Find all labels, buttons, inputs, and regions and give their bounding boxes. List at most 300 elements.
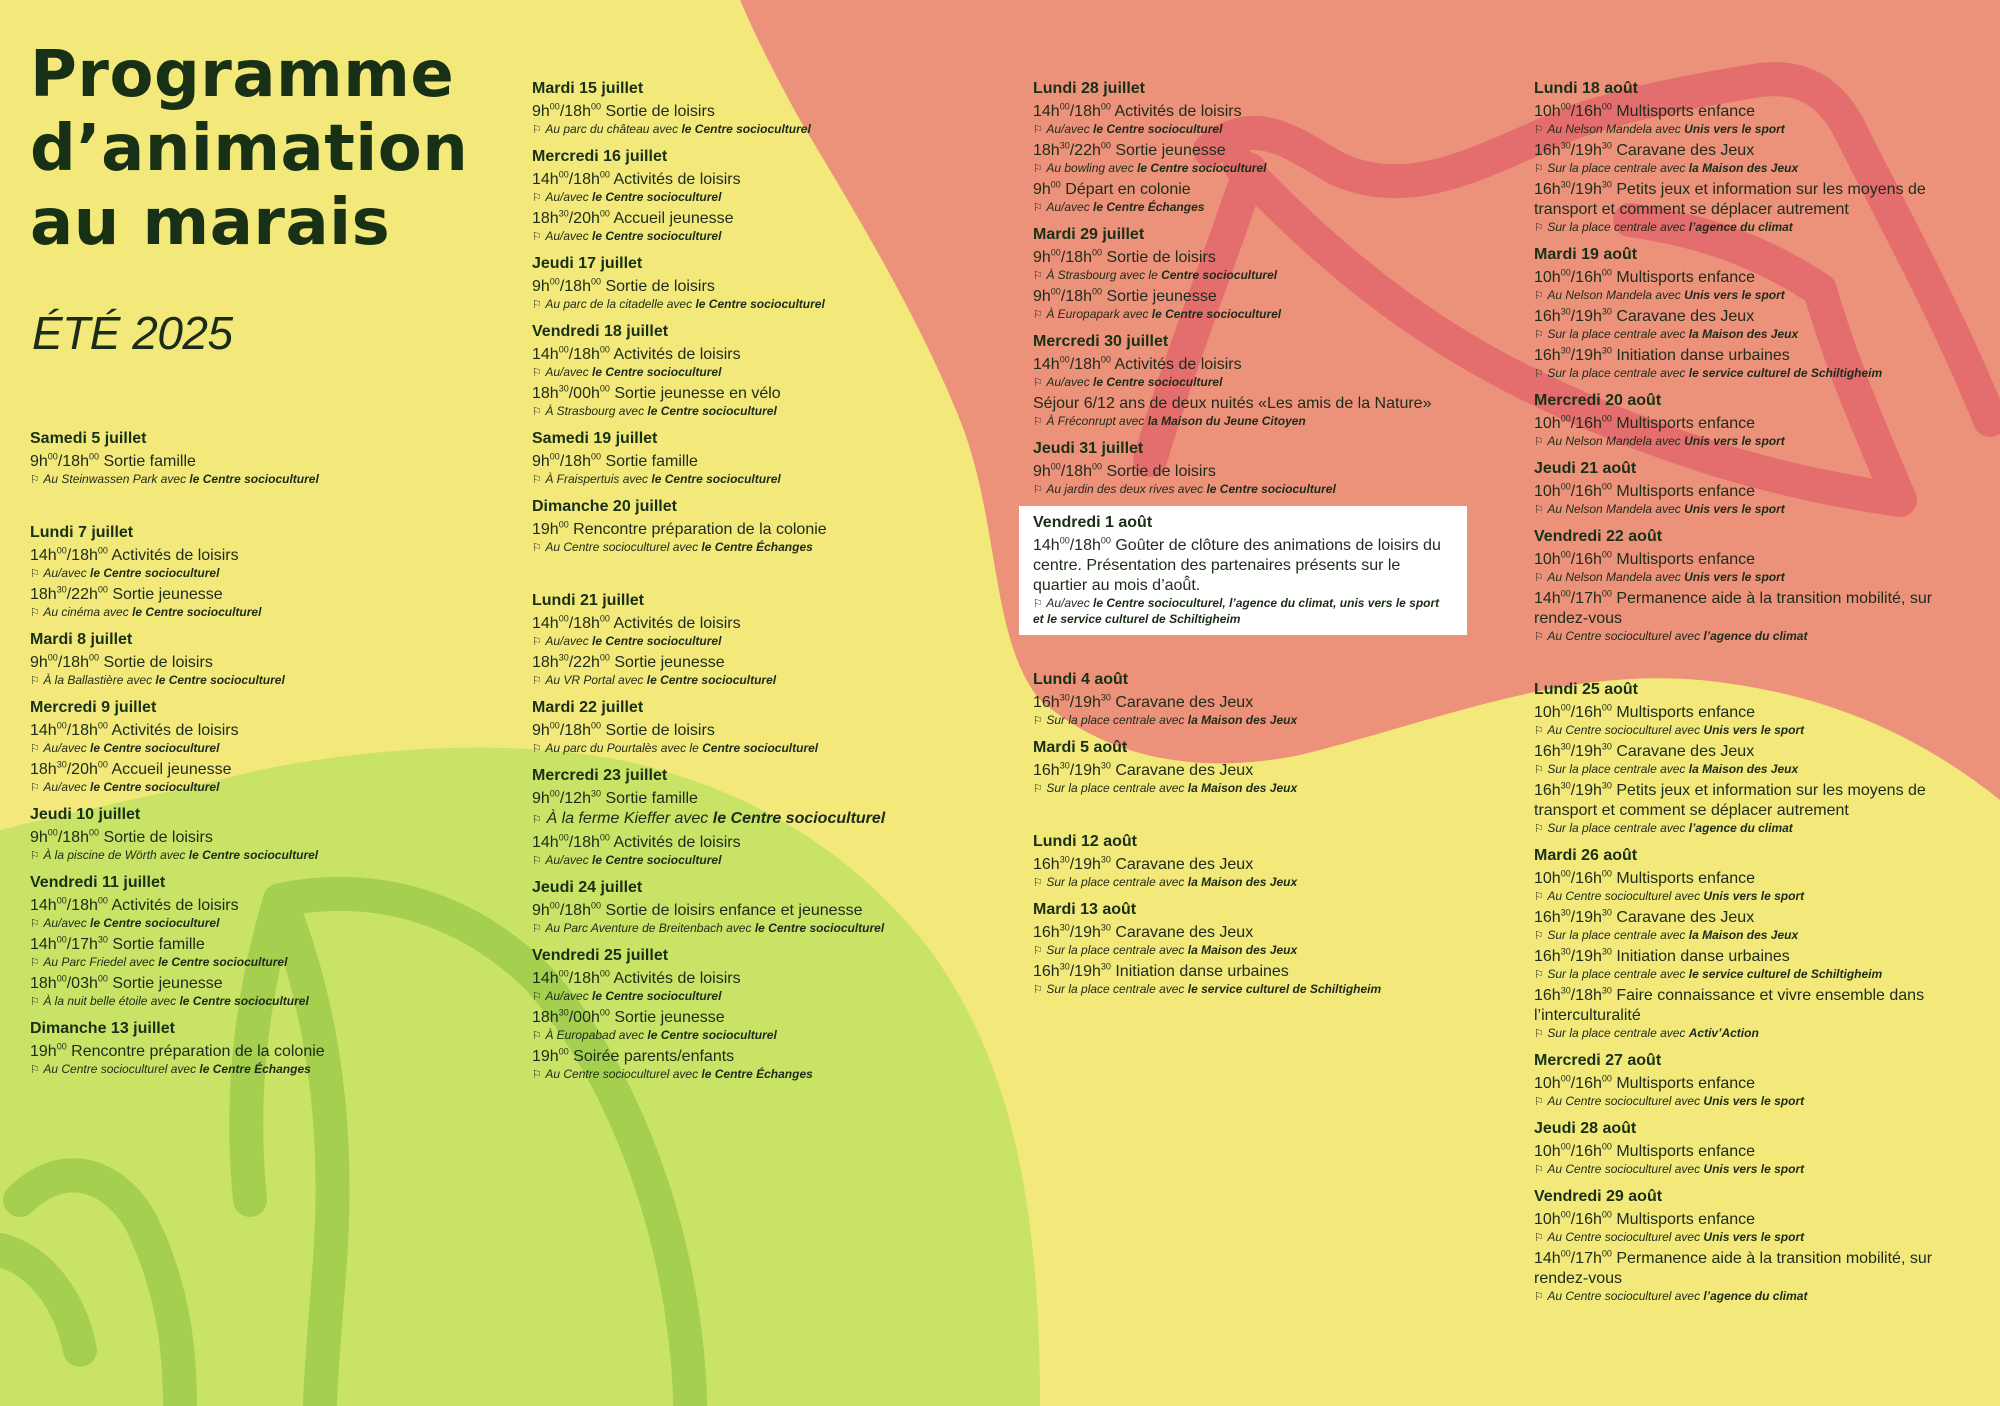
event — [1033, 394, 1473, 430]
event-description — [1534, 268, 1974, 288]
day-heading: Mercredi 9 juillet — [30, 699, 157, 716]
day-heading: Samedi 19 juillet — [532, 430, 658, 447]
day-block — [532, 428, 992, 488]
event-organizer: le service culturel de Schiltigheim — [1688, 967, 1883, 981]
day-heading: Lundi 21 juillet — [532, 592, 645, 609]
event-title: Multisports enfance — [1616, 103, 1756, 120]
event-title: Sortie de loisirs — [1106, 463, 1216, 480]
flag-icon: ⚐ — [1534, 1291, 1544, 1303]
day-heading: Lundi 4 août — [1033, 671, 1129, 688]
event-title: Activités de loisirs — [111, 722, 239, 739]
event-place: Au Centre socioculturel avec — [43, 1062, 200, 1076]
flag-icon: ⚐ — [1033, 377, 1043, 389]
event-title: Caravane des Jeux — [1115, 762, 1254, 779]
day-heading: Dimanche 13 juillet — [30, 1020, 175, 1037]
event-time: $14h^{00}/18h^{00}$ — [1033, 535, 1111, 554]
event-organizer: l’agence du climat — [1703, 629, 1808, 643]
flag-icon: ⚐ — [1534, 725, 1544, 737]
event-time: $14h^{00}/18h^{00}$ — [532, 169, 610, 188]
event — [532, 345, 992, 381]
event-title: Activités de loisirs — [1114, 103, 1242, 120]
event — [532, 969, 992, 1005]
event-place: Au Nelson Mandela avec — [1547, 434, 1685, 448]
event — [30, 974, 480, 1010]
event-organizer: Unis vers le sport — [1684, 122, 1785, 136]
day-block — [1033, 224, 1473, 323]
event-title: Activités de loisirs — [613, 834, 741, 851]
event-place: Au Nelson Mandela avec — [1547, 122, 1685, 136]
event-organizer: Unis vers le sport — [1703, 1230, 1805, 1244]
event-organizer: la Maison du Jeune Citoyen — [1147, 414, 1306, 428]
day-heading: Mardi 15 juillet — [532, 80, 644, 97]
event — [1033, 287, 1473, 323]
day-block — [532, 496, 992, 556]
page-title — [30, 38, 468, 260]
flag-icon: ⚐ — [532, 814, 542, 826]
event — [1534, 1074, 1974, 1110]
event-title: Activités de loisirs — [613, 615, 741, 632]
event — [532, 653, 992, 689]
event-description — [1534, 482, 1974, 502]
event-place: Au/avec — [43, 566, 91, 580]
event-title: Caravane des Jeux — [1616, 743, 1755, 760]
day-heading: Mercredi 23 juillet — [532, 767, 668, 784]
event — [532, 614, 992, 650]
event — [30, 760, 480, 796]
event-organizer: Unis vers le sport — [1703, 1162, 1805, 1176]
event-description — [532, 520, 992, 540]
event-description — [532, 345, 992, 365]
day-heading: Mardi 22 juillet — [532, 699, 644, 716]
event-organizer: le Centre socioculturel — [647, 404, 777, 418]
day-block — [1033, 331, 1473, 430]
event — [1033, 761, 1473, 797]
event-location — [532, 472, 992, 488]
event-title: Caravane des Jeux — [1616, 142, 1755, 159]
event-location — [532, 229, 992, 245]
event-time: $18h^{00}/03h^{00}$ — [30, 973, 108, 992]
flag-icon: ⚐ — [30, 568, 40, 580]
event-organizer: le Centre socioculturel — [681, 122, 811, 136]
event — [1534, 268, 1974, 304]
flag-icon: ⚐ — [532, 124, 542, 136]
day-block — [30, 629, 480, 689]
event-location — [532, 404, 992, 420]
event-title: Sortie de loisirs — [605, 278, 715, 295]
event-time: $14h^{00}/17h^{00}$ — [1534, 588, 1612, 607]
event-organizer: le Centre socioculturel — [155, 673, 285, 687]
event-description — [1534, 1142, 1974, 1162]
event-location — [1033, 781, 1473, 797]
event-time: $16h^{30}/19h^{30}$ — [1534, 741, 1612, 760]
event — [30, 1042, 480, 1078]
event-organizer: la Maison des Jeux — [1688, 928, 1799, 942]
flag-icon: ⚐ — [30, 607, 40, 619]
event-organizer: le Centre socioculturel — [647, 1028, 777, 1042]
day-block — [532, 877, 992, 937]
event — [532, 452, 992, 488]
day-block — [1033, 438, 1473, 498]
event-description — [1534, 141, 1974, 161]
event-place: Au/avec — [545, 634, 593, 648]
event-description — [1534, 1249, 1974, 1289]
day-block — [532, 945, 992, 1083]
event-title: Multisports enfance — [1616, 1143, 1756, 1160]
event — [1534, 550, 1974, 586]
event-title: Accueil jeunesse — [613, 210, 734, 227]
event-location — [30, 605, 480, 621]
event-location — [1534, 1026, 1974, 1042]
flag-icon: ⚐ — [1534, 124, 1544, 136]
day-block — [1534, 390, 1974, 450]
event-place: Sur la place centrale avec — [1547, 327, 1689, 341]
day-heading: Jeudi 28 août — [1534, 1120, 1637, 1137]
event-title: Départ en colonie — [1065, 181, 1191, 198]
event-title: Sortie de loisirs — [1106, 249, 1216, 266]
event-description — [1534, 742, 1974, 762]
event-organizer: la Maison des Jeux — [1187, 781, 1298, 795]
event-time: $18h^{30}/00h^{00}$ — [532, 383, 610, 402]
day-heading: Lundi 12 août — [1033, 833, 1137, 850]
event-organizer: le Centre socioculturel — [90, 780, 220, 794]
event-time: $14h^{00}/18h^{00}$ — [532, 344, 610, 363]
event-place: Sur la place centrale avec — [1046, 982, 1188, 996]
event-organizer: le Centre socioculturel — [188, 848, 319, 862]
event-place: Au/avec — [545, 365, 593, 379]
event-organizer: Unis vers le sport — [1684, 502, 1785, 516]
title-line: d’animation — [30, 112, 469, 186]
event-description — [532, 1047, 992, 1067]
flag-icon: ⚐ — [1033, 984, 1043, 996]
event-place: Au parc de la citadelle avec — [545, 297, 696, 311]
event-place: Au jardin des deux rives avec — [1046, 482, 1207, 496]
event-description — [532, 614, 992, 634]
event-organizer: la Maison des Jeux — [1688, 762, 1799, 776]
event-description — [532, 789, 992, 809]
event-organizer: le Centre Échanges — [701, 1067, 813, 1081]
day-block — [532, 590, 992, 689]
flag-icon: ⚐ — [30, 782, 40, 794]
flag-icon: ⚐ — [1033, 202, 1043, 214]
day-heading: Samedi 5 juillet — [30, 430, 147, 447]
event-location — [1033, 268, 1473, 284]
event-description — [30, 653, 480, 673]
event-place: Au Centre socioculturel avec — [1547, 889, 1704, 903]
event-time: $19h^{00}$ — [532, 1046, 569, 1065]
event-location — [1033, 161, 1473, 177]
day-block — [532, 78, 992, 138]
event-description — [532, 452, 992, 472]
flag-icon: ⚐ — [1033, 783, 1043, 795]
event — [30, 452, 480, 488]
event-location — [30, 673, 480, 689]
event-description — [1534, 908, 1974, 928]
event-time: $18h^{30}/20h^{00}$ — [30, 759, 108, 778]
event-organizer: le Centre socioculturel — [158, 955, 288, 969]
event-title: Sortie famille — [605, 790, 698, 807]
event-location — [1534, 928, 1974, 944]
schedule-column — [30, 420, 480, 1078]
event-organizer: le Centre socioculturel — [695, 297, 825, 311]
event-time: $9h^{00}/18h^{00}$ — [532, 101, 601, 120]
event-location — [1033, 375, 1473, 391]
event-description — [30, 896, 480, 916]
event-organizer: Unis vers le sport — [1684, 288, 1785, 302]
event-place: Au Centre socioculturel avec — [545, 540, 702, 554]
flag-icon: ⚐ — [1033, 270, 1043, 282]
event — [1534, 180, 1974, 236]
event-title: Activités de loisirs — [111, 897, 239, 914]
event-location — [1534, 762, 1974, 778]
event-time: $18h^{30}/22h^{00}$ — [532, 652, 610, 671]
event-time: $14h^{00}/18h^{00}$ — [1033, 101, 1111, 120]
event-location — [1534, 327, 1974, 343]
flag-icon: ⚐ — [1534, 163, 1544, 175]
flag-icon: ⚐ — [1033, 309, 1043, 321]
flag-icon: ⚐ — [532, 542, 542, 554]
event-place: Au/avec — [43, 741, 91, 755]
event-place: Au Centre socioculturel avec — [1547, 1289, 1704, 1303]
event-organizer: le Centre Échanges — [701, 540, 813, 554]
event — [1534, 703, 1974, 739]
event-description — [1033, 355, 1473, 375]
event-place: Au Nelson Mandela avec — [1547, 570, 1685, 584]
event-place: Au Centre socioculturel avec — [1547, 723, 1704, 737]
flag-icon: ⚐ — [30, 957, 40, 969]
event-description — [1033, 536, 1453, 596]
event-description — [1534, 869, 1974, 889]
day-block — [532, 765, 992, 869]
flag-icon: ⚐ — [532, 1069, 542, 1081]
event-title: Permanence aide à la transition mobilité, sur rendez-vous — [1534, 590, 1933, 627]
event-time: $16h^{30}/19h^{30}$ — [1534, 907, 1612, 926]
event-place: Au Nelson Mandela avec — [1547, 288, 1685, 302]
event-place: Au/avec — [43, 916, 91, 930]
day-heading: Vendredi 22 août — [1534, 528, 1663, 545]
event-time: $14h^{00}/18h^{00}$ — [532, 613, 610, 632]
day-block — [1033, 78, 1473, 216]
event-description — [30, 585, 480, 605]
event-time: $10h^{00}/16h^{00}$ — [1534, 1209, 1612, 1228]
event-title: Multisports enfance — [1616, 269, 1756, 286]
event-description — [30, 974, 480, 994]
day-heading: Mardi 26 août — [1534, 847, 1638, 864]
event-location — [1534, 161, 1974, 177]
event-place: Au/avec — [1046, 122, 1094, 136]
event-place: À la nuit belle étoile avec — [43, 994, 180, 1008]
event — [30, 896, 480, 932]
event — [1534, 908, 1974, 944]
event-time: $10h^{00}/16h^{00}$ — [1534, 1141, 1612, 1160]
day-block — [1534, 1050, 1974, 1110]
flag-icon: ⚐ — [532, 192, 542, 204]
day-heading: Mardi 5 août — [1033, 739, 1128, 756]
flag-icon: ⚐ — [1534, 572, 1544, 584]
event-time: $14h^{00}/18h^{00}$ — [30, 545, 108, 564]
flag-icon: ⚐ — [1534, 1164, 1544, 1176]
event-location — [1033, 122, 1473, 138]
event-location — [1534, 366, 1974, 382]
day-block — [532, 253, 992, 313]
event-place: Au Centre socioculturel avec — [1547, 1230, 1704, 1244]
event-time: $16h^{30}/19h^{30}$ — [1534, 780, 1612, 799]
event — [1534, 986, 1974, 1042]
event-description — [30, 452, 480, 472]
event — [1534, 781, 1974, 837]
event-time: $10h^{00}/16h^{00}$ — [1534, 101, 1612, 120]
event-description — [532, 170, 992, 190]
event-title: Multisports enfance — [1616, 870, 1756, 887]
event-location — [1534, 288, 1974, 304]
flag-icon: ⚐ — [1033, 124, 1043, 136]
event-organizer: le Centre socioculturel — [651, 472, 781, 486]
day-heading: Mardi 29 juillet — [1033, 226, 1145, 243]
event-time: $9h^{00}/12h^{30}$ — [532, 788, 601, 807]
event — [1033, 141, 1473, 177]
flag-icon: ⚐ — [1534, 969, 1544, 981]
event-title: Sortie de loisirs — [103, 654, 213, 671]
flag-icon: ⚐ — [30, 996, 40, 1008]
event — [532, 384, 992, 420]
flag-icon: ⚐ — [532, 675, 542, 687]
event-location — [30, 955, 480, 971]
event-title: Activités de loisirs — [613, 970, 741, 987]
event-title: Goûter de clôture des animations de loisirs du centre. Présentation des partenaires présents sur le quartier au mois d’aoû̂t. — [1033, 537, 1441, 594]
event-location — [532, 540, 992, 556]
day-heading: Lundi 18 août — [1534, 80, 1638, 97]
day-block — [1033, 831, 1473, 891]
event-time: $9h^{00}/18h^{00}$ — [1033, 286, 1102, 305]
day-heading: Dimanche 20 juillet — [532, 498, 677, 515]
event-description — [1033, 923, 1473, 943]
event-title: Permanence aide à la transition mobilité, sur rendez-vous — [1534, 1250, 1933, 1287]
event-title: Sortie famille — [605, 453, 698, 470]
event-title: Sortie jeunesse — [614, 654, 725, 671]
day-heading: Vendredi 29 août — [1534, 1188, 1663, 1205]
event — [1534, 869, 1974, 905]
day-block — [30, 872, 480, 1010]
schedule-column — [532, 70, 992, 1083]
flag-icon: ⚐ — [532, 1030, 542, 1042]
event-time: $14h^{00}/17h^{00}$ — [1534, 1248, 1612, 1267]
day-block — [30, 428, 480, 488]
event — [1534, 947, 1974, 983]
event-location — [1534, 570, 1974, 586]
day-heading: Mardi 8 juillet — [30, 631, 133, 648]
event-place: Au/avec — [545, 190, 593, 204]
event-time: $16h^{30}/19h^{30}$ — [1033, 692, 1111, 711]
event-location — [532, 1028, 992, 1044]
day-heading: Mercredi 27 août — [1534, 1052, 1662, 1069]
event — [1033, 248, 1473, 284]
flag-icon: ⚐ — [1033, 484, 1043, 496]
event — [1033, 962, 1473, 998]
event-organizer: la Maison des Jeux — [1688, 327, 1799, 341]
event-time: $16h^{30}/19h^{30}$ — [1033, 922, 1111, 941]
event-location — [30, 994, 480, 1010]
event-organizer: le Centre socioculturel — [90, 741, 220, 755]
event — [532, 520, 992, 556]
event-time: $9h^{00}$ — [1033, 179, 1061, 198]
event-title: Multisports enfance — [1616, 551, 1756, 568]
event-title: Sortie de loisirs enfance et jeunesse — [605, 902, 863, 919]
flag-icon: ⚐ — [1033, 416, 1043, 428]
event-place: Au Nelson Mandela avec — [1547, 502, 1685, 516]
event-title: Initiation danse urbaines — [1115, 963, 1289, 980]
day-block — [30, 1018, 480, 1078]
day-block — [1534, 1118, 1974, 1178]
event — [1534, 414, 1974, 450]
event-location — [1033, 414, 1473, 430]
event-description — [30, 935, 480, 955]
event-time: $16h^{30}/19h^{30}$ — [1534, 946, 1612, 965]
event-title: Activités de loisirs — [613, 346, 741, 363]
event-place: Sur la place centrale avec — [1547, 220, 1689, 234]
day-block — [1534, 1186, 1974, 1305]
event-place: Au/avec — [43, 780, 91, 794]
event-organizer: le service culturel de Schiltigheim — [1688, 366, 1883, 380]
day-block — [532, 321, 992, 420]
event-title: Multisports enfance — [1616, 1211, 1756, 1228]
event — [30, 828, 480, 864]
event-title: Activités de loisirs — [613, 171, 741, 188]
event-title: Multisports enfance — [1616, 704, 1756, 721]
flag-icon: ⚐ — [532, 923, 542, 935]
event-place: Au cinéma avec — [43, 605, 133, 619]
day-block-highlight — [1019, 506, 1467, 635]
event-time: $10h^{00}/16h^{00}$ — [1534, 549, 1612, 568]
event-organizer: le Centre socioculturel — [592, 365, 722, 379]
day-heading: Lundi 28 juillet — [1033, 80, 1146, 97]
event-title: Sortie jeunesse — [614, 1009, 725, 1026]
event-description — [1534, 947, 1974, 967]
event-title: Multisports enfance — [1616, 1075, 1756, 1092]
flag-icon: ⚐ — [30, 474, 40, 486]
flag-icon: ⚐ — [1534, 436, 1544, 448]
event-organizer: l’agence du climat — [1688, 821, 1793, 835]
day-block — [1534, 526, 1974, 645]
event-time: $10h^{00}/16h^{00}$ — [1534, 1073, 1612, 1092]
day-block — [30, 697, 480, 796]
flag-icon: ⚐ — [532, 991, 542, 1003]
event-description — [1534, 414, 1974, 434]
event-title: Sortie jeunesse en vélo — [614, 385, 781, 402]
flag-icon: ⚐ — [1033, 715, 1043, 727]
event-location — [1534, 629, 1974, 645]
day-heading: Vendredi 11 juillet — [30, 874, 166, 891]
event-title: Sortie de loisirs — [605, 722, 715, 739]
event-time: $16h^{30}/19h^{30}$ — [1033, 854, 1111, 873]
flag-icon: ⚐ — [532, 231, 542, 243]
event-location — [1033, 200, 1473, 216]
day-block — [1534, 244, 1974, 382]
day-heading: Mercredi 30 juillet — [1033, 333, 1169, 350]
event-organizer: Unis vers le sport — [1703, 1094, 1805, 1108]
event-location — [532, 809, 992, 830]
event — [532, 277, 992, 313]
event-place: Au Parc Friedel avec — [43, 955, 159, 969]
event-time: $18h^{30}/22h^{00}$ — [30, 584, 108, 603]
event-description — [532, 969, 992, 989]
event-location — [1033, 596, 1453, 627]
event-description — [30, 828, 480, 848]
event-organizer: l’agence du climat — [1688, 220, 1793, 234]
event-organizer: Centre socioculturel — [702, 741, 819, 755]
event — [1033, 355, 1473, 391]
event-title: Sortie jeunesse — [1115, 142, 1226, 159]
event — [1534, 482, 1974, 518]
event-place: Au Centre socioculturel avec — [545, 1067, 702, 1081]
